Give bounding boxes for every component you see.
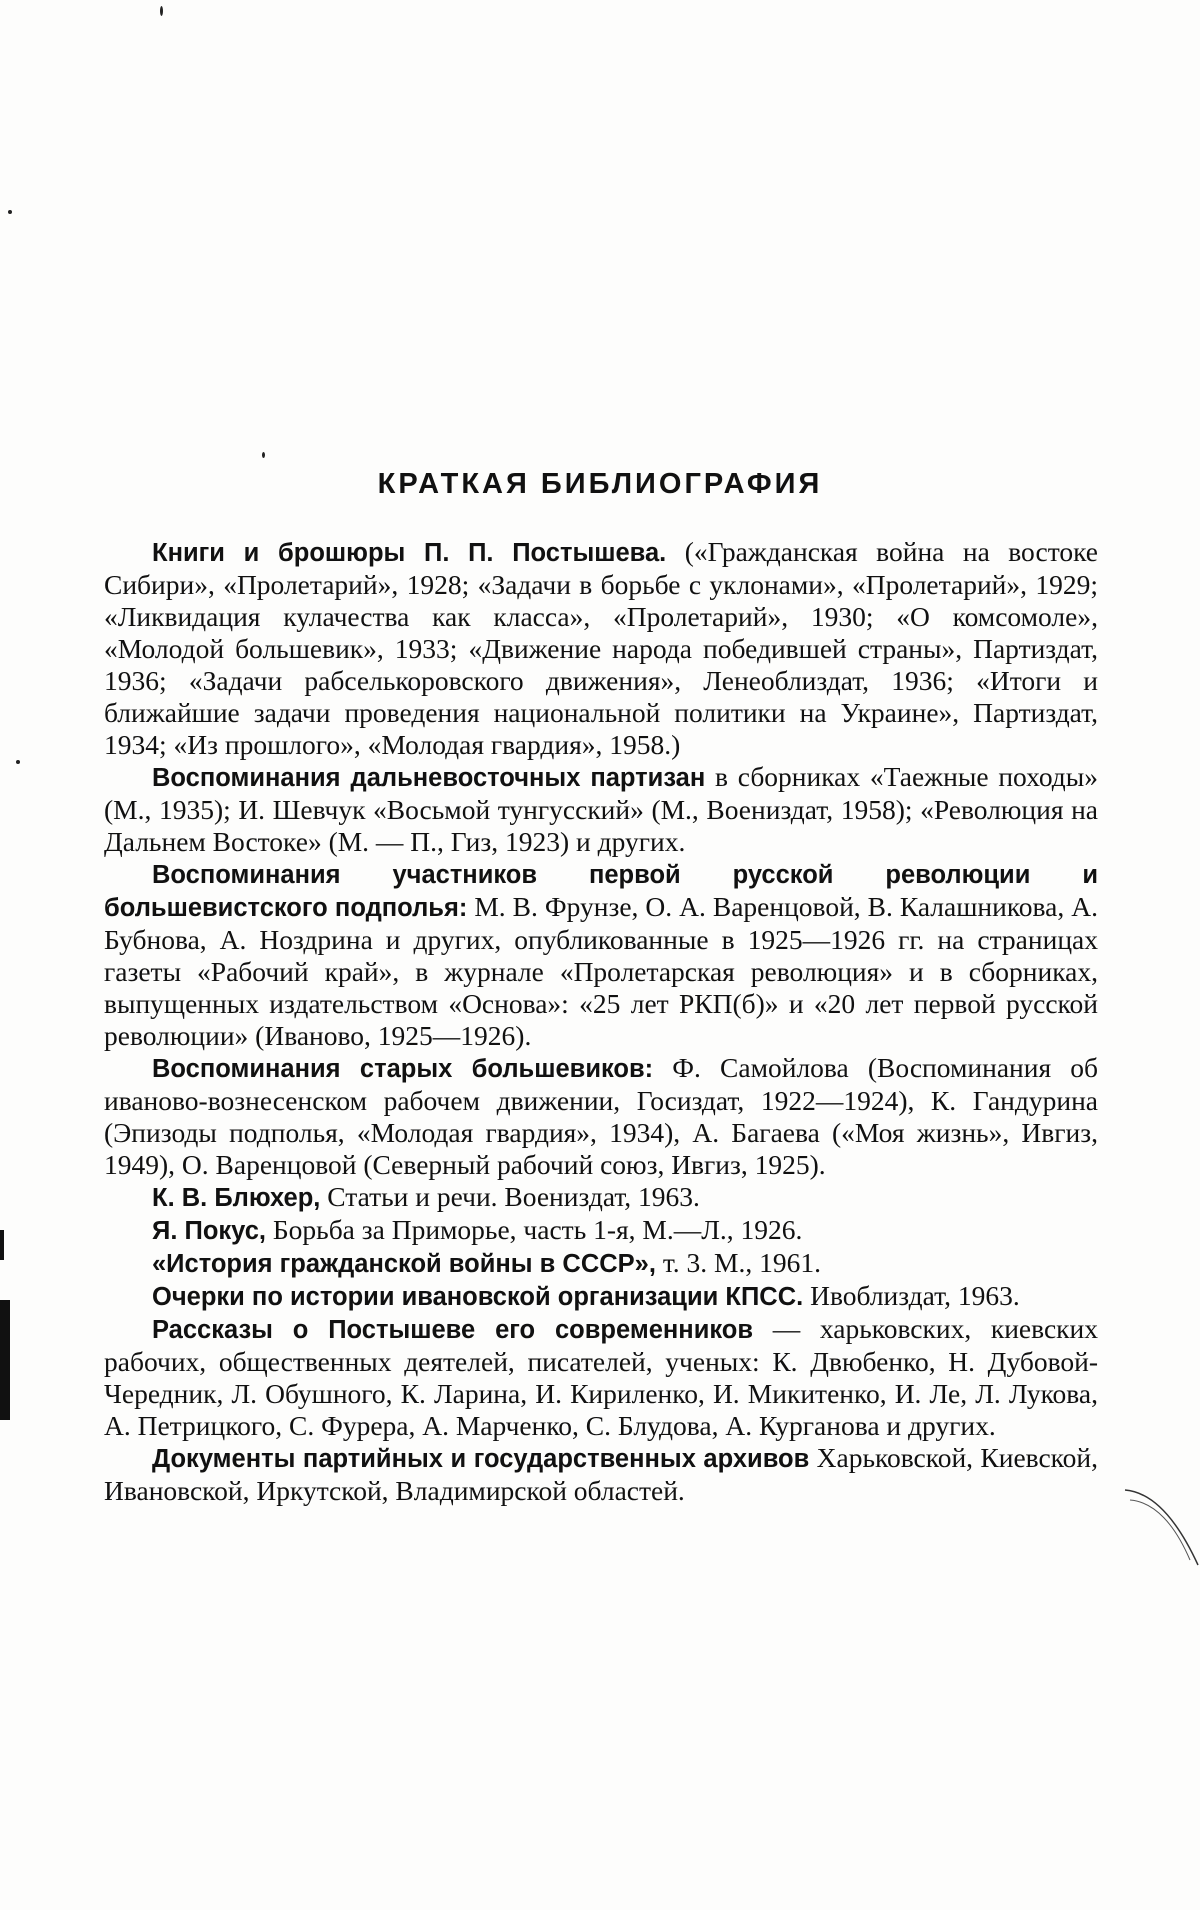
- entry-text: Ф. Самойлова (Воспоминания об иваново-вознесенском рабочем движении, Госиздат, 1922—1924), К. Гандурина (Эпизоды подполья, «Молодая гвардия», 1934), А. Багаева («Моя жизнь», Ивгиз, 1949), О. Варенцовой (Северный рабочий союз, Ивгиз, 1925).: [104, 1052, 1098, 1180]
- scan-speck: [262, 452, 265, 458]
- entry-lead: Воспоминания дальневосточных партизан: [152, 764, 706, 792]
- bibliography-entry: [104, 1214, 1098, 1247]
- entry-text: («Гражданская война на востоке Сибири», «Пролетарий», 1928; «Задачи в борьбе с уклонами», «Пролетарий», 1929; «Ликвидация кулачества как класса», «Пролетарий», 1930; «О комсомоле», «Молодой большевик», 1933; «Движение народа победившей страны», Партиздат, 1936; «Задачи рабселькоровского движения», Ленеоблиздат, 1936; «Итоги и ближайшие задачи проведения национальной политики на Украине», Партиздат, 1934; «Из прошлого», «Молодая гвардия», 1958.): [104, 536, 1098, 760]
- bibliography-entry: [104, 858, 1098, 1052]
- bibliography-entry: [104, 1280, 1098, 1313]
- entry-text: М. В. Фрунзе, О. А. Варенцовой, В. Калашникова, А. Бубнова, А. Ноздрина и других, опубликованные в 1925—1926 гг. на страницах газеты «Рабочий край», в журнале «Пролетарская революция» и в сборниках, выпущенных издательством «Основа»: «25 лет РКП(б)» и «20 лет первой русской революции» (Иваново, 1925—1926).: [104, 891, 1098, 1051]
- entry-text: т. 3. М., 1961.: [655, 1247, 821, 1278]
- entry-text: Статьи и речи. Воениздат, 1963.: [320, 1181, 700, 1212]
- entry-lead: Я. Покус,: [152, 1217, 266, 1245]
- pen-scribble-mark: [1120, 1470, 1200, 1570]
- entry-lead: Воспоминания старых большевиков:: [152, 1055, 654, 1083]
- bibliography-entry: [104, 761, 1098, 858]
- entry-lead: Документы партийных и государственных архивов: [152, 1445, 810, 1473]
- scan-edge-mark: [0, 1230, 4, 1260]
- entry-lead: Воспоминания участников первой русской революции и большевистского подполья:: [104, 861, 1098, 922]
- scan-speck: [8, 210, 12, 214]
- entry-text: в сборниках «Таежные походы» (М., 1935); И. Шевчук «Восьмой тунгусский» (М., Воениздат, 1958); «Революция на Дальнем Востоке» (М. — П., Гиз, 1923) и других.: [104, 761, 1098, 857]
- entry-lead: Очерки по истории ивановской организации КПСС.: [152, 1283, 804, 1311]
- scan-speck: [16, 760, 20, 764]
- bibliography-heading: КРАТКАЯ БИБЛИОГРАФИЯ: [377, 468, 823, 500]
- entry-lead: Книги и брошюры П. П. Постышева.: [152, 539, 667, 567]
- bibliography-entry: [104, 1442, 1098, 1507]
- bibliography-body: [104, 536, 1098, 1507]
- bibliography-entry: [104, 1181, 1098, 1214]
- bibliography-entry: [104, 1052, 1098, 1181]
- entry-text: Борьба за Приморье, часть 1-я, М.—Л., 1926.: [265, 1214, 803, 1245]
- bibliography-entry: [104, 536, 1098, 761]
- entry-text: Ивоблиздат, 1963.: [803, 1280, 1020, 1311]
- entry-lead: К. В. Блюхер,: [152, 1184, 321, 1212]
- entry-lead: Рассказы о Постышеве его современников: [152, 1316, 754, 1344]
- scan-edge-mark: [0, 1300, 10, 1420]
- scan-speck: [160, 6, 163, 16]
- bibliography-entry: [104, 1247, 1098, 1280]
- entry-text: Харьковской, Киевской, Ивановской, Иркутской, Владимирской областей.: [104, 1442, 1098, 1506]
- entry-lead: «История гражданской войны в СССР»,: [152, 1250, 656, 1278]
- entry-text: — харьковских, киевских рабочих, общественных деятелей, писателей, ученых: К. Двюбенко, Н. Дубовой-Чередник, Л. Обушного, К. Ларина, И. Кириленко, И. Микитенко, И. Ле, Л. Лукова, А. Петрицкого, С. Фурера, А. Марченко, С. Блудова, А. Курганова и других.: [104, 1313, 1098, 1441]
- bibliography-entry: [104, 1313, 1098, 1442]
